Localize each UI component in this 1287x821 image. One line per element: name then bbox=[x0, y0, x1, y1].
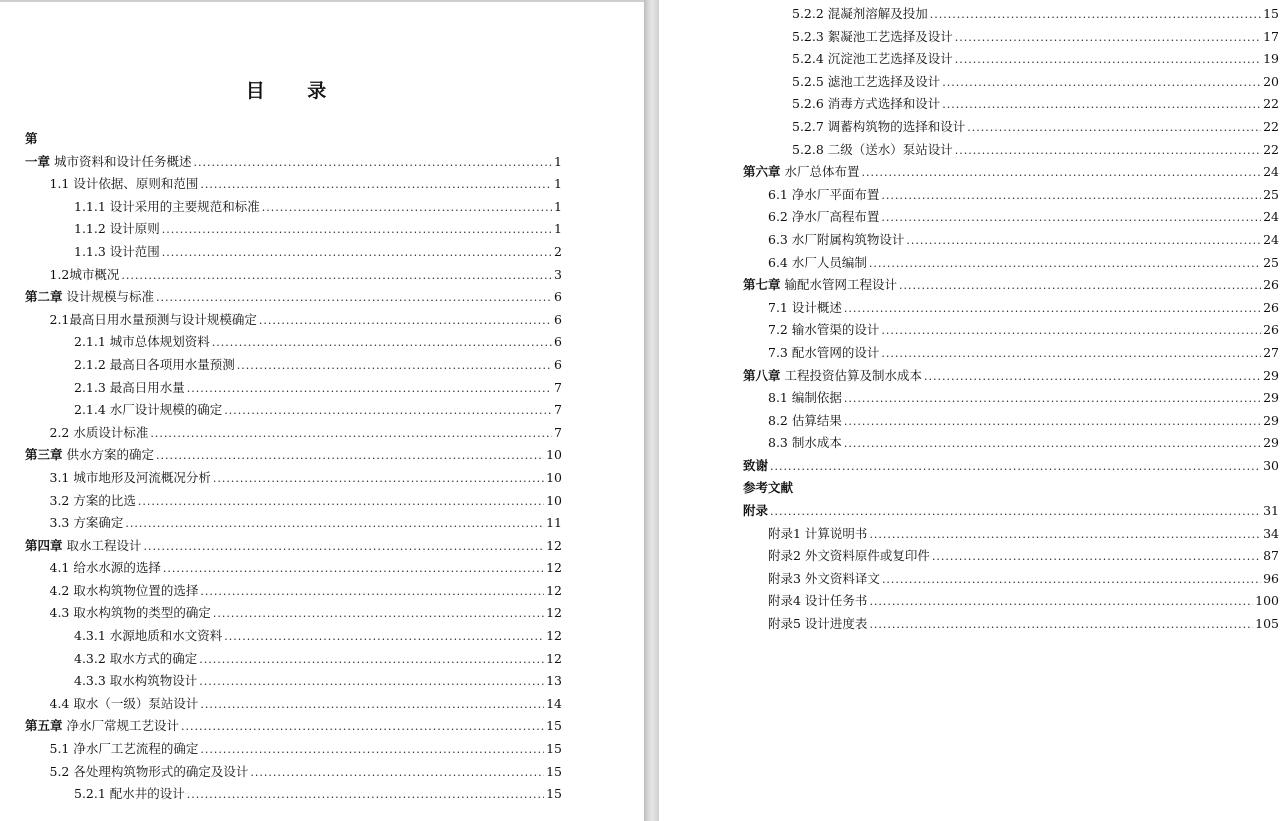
toc-page-number: 19 bbox=[1263, 51, 1279, 67]
page-gutter-scrollbar[interactable] bbox=[644, 0, 659, 821]
toc-page-number: 26 bbox=[1263, 299, 1279, 315]
toc-entry-label: 3.3 方案确定 bbox=[49, 515, 124, 531]
toc-entry[interactable] bbox=[659, 410, 1287, 433]
toc-page-number: 24 bbox=[1263, 231, 1279, 247]
toc-entry[interactable] bbox=[659, 252, 1287, 275]
toc-page-number: 6 bbox=[554, 334, 562, 350]
toc-entry-label: 5.2.3 絮凝池工艺选择及设计 bbox=[792, 28, 953, 44]
toc-page-number: 11 bbox=[546, 515, 562, 531]
toc-page-number: 15 bbox=[546, 718, 562, 734]
toc-dot-leader bbox=[150, 423, 552, 446]
toc-dot-leader bbox=[862, 162, 1262, 185]
toc-entry-label: 4.4 取水（一级）泵站设计 bbox=[49, 695, 199, 711]
toc-dot-leader bbox=[844, 411, 1261, 434]
toc-entry-label: 1.1.3 设计范围 bbox=[74, 243, 160, 259]
toc-page-number: 15 bbox=[546, 763, 562, 779]
toc-dot-leader bbox=[262, 197, 552, 220]
toc-entry[interactable] bbox=[0, 128, 644, 151]
toc-dot-leader bbox=[237, 355, 552, 378]
toc-dot-leader bbox=[967, 117, 1261, 140]
toc-dot-leader bbox=[200, 694, 544, 717]
toc-entry[interactable] bbox=[659, 568, 1287, 591]
toc-page-number: 29 bbox=[1263, 390, 1279, 406]
toc-page-number: 6 bbox=[554, 289, 562, 305]
toc-dot-leader bbox=[181, 716, 544, 739]
toc-entry-label: 4.3.1 水源地质和水文资料 bbox=[74, 628, 223, 644]
toc-dot-leader bbox=[770, 456, 1261, 479]
toc-entry[interactable] bbox=[659, 71, 1287, 94]
toc-page-number: 25 bbox=[1263, 254, 1279, 270]
toc-dot-leader bbox=[187, 378, 552, 401]
toc-entry[interactable] bbox=[0, 173, 644, 196]
toc-dot-leader bbox=[955, 49, 1261, 72]
toc-entry[interactable] bbox=[0, 331, 644, 354]
toc-dot-leader bbox=[869, 591, 1253, 614]
toc-entry[interactable] bbox=[0, 399, 644, 422]
toc-entry[interactable] bbox=[659, 274, 1287, 297]
toc-page-number: 31 bbox=[1263, 503, 1279, 519]
toc-entry-label: 8.3 制水成本 bbox=[768, 435, 842, 451]
toc-entry-label: 2.1.2 最高日各项用水量预测 bbox=[74, 356, 235, 372]
toc-entry-label: 第八章 工程投资估算及制水成本 bbox=[743, 367, 922, 383]
toc-entry-label: 6.2 净水厂高程布置 bbox=[768, 209, 880, 225]
toc-page-number: 7 bbox=[554, 424, 562, 440]
toc-page-number: 27 bbox=[1263, 344, 1279, 360]
toc-entry-label: 1.1.2 设计原则 bbox=[74, 221, 160, 237]
toc-entry-label: 第三章 供水方案的确定 bbox=[25, 447, 154, 463]
toc-page-number: 10 bbox=[546, 447, 562, 463]
toc-entry[interactable] bbox=[0, 580, 644, 603]
toc-entry[interactable] bbox=[0, 512, 644, 535]
toc-page-number: 22 bbox=[1263, 118, 1279, 134]
toc-page-number: 22 bbox=[1263, 141, 1279, 157]
toc-entry[interactable] bbox=[659, 3, 1287, 26]
toc-entry[interactable] bbox=[0, 286, 644, 309]
toc-entry-label: 5.1 净水厂工艺流程的确定 bbox=[49, 741, 199, 757]
toc-dot-leader bbox=[942, 94, 1261, 117]
toc-page-number: 12 bbox=[546, 628, 562, 644]
toc-entry-label: 1.1 设计依据、原则和范围 bbox=[49, 176, 199, 192]
toc-entry[interactable] bbox=[659, 93, 1287, 116]
toc-entry-label: 第二章 设计规模与标准 bbox=[25, 289, 154, 305]
toc-page-number: 10 bbox=[546, 469, 562, 485]
toc-dot-leader bbox=[844, 388, 1261, 411]
toc-dot-leader bbox=[200, 739, 544, 762]
toc-entry-label: 4.1 给水水源的选择 bbox=[49, 560, 161, 576]
toc-entry-label: 第四章 取水工程设计 bbox=[25, 537, 142, 553]
toc-entry-label: 3.1 城市地形及河流概况分析 bbox=[49, 469, 211, 485]
toc-entry[interactable] bbox=[659, 116, 1287, 139]
toc-page-number: 96 bbox=[1263, 570, 1279, 586]
toc-page-number: 1 bbox=[554, 176, 562, 192]
toc-entry[interactable] bbox=[659, 48, 1287, 71]
toc-dot-leader bbox=[194, 152, 553, 175]
toc-entry-label: 5.2.1 配水井的设计 bbox=[74, 786, 185, 802]
toc-entry[interactable] bbox=[659, 523, 1287, 546]
toc-entry[interactable] bbox=[659, 184, 1287, 207]
toc-entry-label: 7.2 输水管渠的设计 bbox=[768, 322, 880, 338]
toc-entry[interactable] bbox=[0, 602, 644, 625]
toc-dot-leader bbox=[881, 320, 1261, 343]
toc-entry-label: 附录2 外文资料原件或复印件 bbox=[768, 548, 930, 564]
toc-page-number: 10 bbox=[546, 492, 562, 508]
toc-dot-leader bbox=[125, 513, 544, 536]
toc-page-number: 29 bbox=[1263, 435, 1279, 451]
toc-page-number: 7 bbox=[554, 402, 562, 418]
toc-entry[interactable] bbox=[659, 206, 1287, 229]
toc-dot-leader bbox=[213, 468, 544, 491]
toc-entry[interactable] bbox=[0, 783, 644, 806]
toc-page-number: 7 bbox=[554, 379, 562, 395]
page-top-border bbox=[0, 0, 644, 2]
toc-entry-label: 5.2.8 二级（送水）泵站设计 bbox=[792, 141, 953, 157]
toc-entry[interactable] bbox=[659, 432, 1287, 455]
toc-entry-label: 5.2.6 消毒方式选择和设计 bbox=[792, 96, 941, 112]
toc-page-number: 13 bbox=[546, 673, 562, 689]
toc-entry[interactable] bbox=[0, 377, 644, 400]
toc-dot-leader bbox=[844, 433, 1261, 456]
toc-entry[interactable] bbox=[659, 590, 1287, 613]
toc-dot-leader bbox=[882, 569, 1261, 592]
toc-entry-label: 参考文献 bbox=[743, 480, 794, 496]
toc-page-number: 12 bbox=[546, 560, 562, 576]
toc-entry-label: 4.3 取水构筑物的类型的确定 bbox=[49, 605, 211, 621]
toc-entry[interactable] bbox=[659, 161, 1287, 184]
toc-page-number: 14 bbox=[546, 695, 562, 711]
toc-dot-leader bbox=[200, 581, 544, 604]
toc-entry-label: 第七章 输配水管网工程设计 bbox=[743, 277, 897, 293]
toc-page-number: 26 bbox=[1263, 322, 1279, 338]
toc-page-number: 29 bbox=[1263, 412, 1279, 428]
toc-page-number: 6 bbox=[554, 356, 562, 372]
toc-entry[interactable] bbox=[0, 715, 644, 738]
toc-list-right bbox=[659, 3, 1287, 636]
toc-entry-label: 5.2 各处理构筑物形式的确定及设计 bbox=[49, 763, 249, 779]
toc-entry-label: 第六章 水厂总体布置 bbox=[743, 164, 860, 180]
toc-entry[interactable] bbox=[659, 319, 1287, 342]
toc-page-number: 15 bbox=[546, 741, 562, 757]
toc-dot-leader bbox=[224, 400, 552, 423]
toc-page-number: 15 bbox=[1263, 6, 1279, 21]
toc-entry[interactable] bbox=[659, 229, 1287, 252]
toc-entry[interactable] bbox=[0, 738, 644, 761]
toc-entry[interactable] bbox=[0, 535, 644, 558]
toc-page-number: 15 bbox=[546, 786, 562, 802]
toc-entry-label: 6.3 水厂附属构筑物设计 bbox=[768, 231, 905, 247]
toc-dot-leader bbox=[156, 287, 552, 310]
toc-dot-leader bbox=[199, 671, 544, 694]
toc-page-number: 1 bbox=[554, 198, 562, 214]
toc-entry-label: 5.2.4 沉淀池工艺选择及设计 bbox=[792, 51, 953, 67]
toc-entry-label: 附录 bbox=[743, 503, 769, 519]
toc-entry[interactable] bbox=[0, 693, 644, 716]
toc-dot-leader bbox=[162, 219, 552, 242]
toc-dot-leader bbox=[163, 558, 544, 581]
toc-page-number: 24 bbox=[1263, 209, 1279, 225]
toc-entry-label: 致谢 bbox=[743, 457, 769, 473]
toc-entry-label: 1.1.1 设计采用的主要规范和标准 bbox=[74, 198, 260, 214]
toc-entry[interactable] bbox=[0, 218, 644, 241]
toc-dot-leader bbox=[881, 343, 1261, 366]
toc-entry[interactable] bbox=[0, 670, 644, 693]
toc-entry-label: 8.2 估算结果 bbox=[768, 412, 842, 428]
toc-dot-leader bbox=[144, 536, 545, 559]
toc-page-number: 12 bbox=[546, 537, 562, 553]
toc-page-number: 105 bbox=[1255, 616, 1279, 632]
toc-entry-label: 2.1最高日用水量预测与设计规模确定 bbox=[49, 311, 257, 327]
toc-dot-leader bbox=[881, 207, 1261, 230]
toc-page-number: 26 bbox=[1263, 277, 1279, 293]
toc-dot-leader bbox=[930, 4, 1261, 27]
toc-dot-leader bbox=[259, 310, 552, 333]
toc-entry-label: 4.3.3 取水构筑物设计 bbox=[74, 673, 198, 689]
toc-entry-label: 一章 城市资料和设计任务概述 bbox=[25, 153, 192, 169]
toc-page-number: 12 bbox=[546, 650, 562, 666]
toc-entry[interactable] bbox=[0, 625, 644, 648]
toc-page-number: 34 bbox=[1263, 525, 1279, 541]
toc-entry-label: 2.1.1 城市总体规划资料 bbox=[74, 334, 210, 350]
toc-entry[interactable] bbox=[659, 455, 1287, 478]
toc-entry[interactable] bbox=[0, 467, 644, 490]
toc-entry-label: 1.2城市概况 bbox=[49, 266, 120, 282]
toc-title: 目 录 bbox=[245, 80, 345, 102]
toc-dot-leader bbox=[138, 491, 544, 514]
toc-entry[interactable] bbox=[0, 196, 644, 219]
toc-dot-leader bbox=[162, 242, 552, 265]
toc-entry-label: 3.2 方案的比选 bbox=[49, 492, 136, 508]
toc-dot-leader bbox=[942, 72, 1261, 95]
toc-page-number: 12 bbox=[546, 605, 562, 621]
toc-dot-leader bbox=[770, 501, 1261, 524]
toc-page-number: 87 bbox=[1263, 548, 1279, 564]
toc-dot-leader bbox=[250, 762, 544, 785]
toc-entry[interactable] bbox=[659, 139, 1287, 162]
toc-dot-leader bbox=[899, 275, 1261, 298]
toc-list-left bbox=[0, 128, 644, 806]
toc-entry[interactable] bbox=[659, 613, 1287, 636]
toc-entry[interactable] bbox=[659, 26, 1287, 49]
toc-page-number: 20 bbox=[1263, 73, 1279, 89]
toc-dot-leader bbox=[200, 174, 552, 197]
toc-page-number: 6 bbox=[554, 311, 562, 327]
toc-page-number: 3 bbox=[554, 266, 562, 282]
toc-entry-label: 附录5 设计进度表 bbox=[768, 616, 868, 632]
toc-entry-label: 第五章 净水厂常规工艺设计 bbox=[25, 718, 179, 734]
toc-dot-leader bbox=[869, 524, 1261, 547]
toc-dot-leader bbox=[955, 27, 1261, 50]
toc-entry-label: 6.4 水厂人员编制 bbox=[768, 254, 867, 270]
toc-entry-label: 2.1.3 最高日用水量 bbox=[74, 379, 185, 395]
toc-dot-leader bbox=[906, 230, 1261, 253]
toc-page-number: 17 bbox=[1263, 28, 1279, 44]
toc-dot-leader bbox=[881, 185, 1261, 208]
toc-entry[interactable] bbox=[659, 297, 1287, 320]
toc-page-number: 30 bbox=[1263, 457, 1279, 473]
toc-entry-label: 5.2.2 混凝剂溶解及投加 bbox=[792, 6, 928, 21]
toc-page-number: 100 bbox=[1255, 593, 1279, 609]
toc-entry[interactable] bbox=[659, 500, 1287, 523]
toc-dot-leader bbox=[844, 298, 1261, 321]
document-page-right bbox=[659, 0, 1287, 821]
toc-entry-label: 附录3 外文资料译文 bbox=[768, 570, 880, 586]
toc-entry-label: 5.2.5 滤池工艺选择及设计 bbox=[792, 73, 941, 89]
toc-entry-label: 7.3 配水管网的设计 bbox=[768, 344, 880, 360]
toc-entry-label: 5.2.7 调蓄构筑物的选择和设计 bbox=[792, 118, 966, 134]
toc-page-number: 1 bbox=[554, 221, 562, 237]
toc-page-number: 2 bbox=[554, 243, 562, 259]
toc-dot-leader bbox=[224, 626, 544, 649]
toc-entry-label: 4.3.2 取水方式的确定 bbox=[74, 650, 198, 666]
toc-entry-label: 4.2 取水构筑物位置的选择 bbox=[49, 582, 199, 598]
toc-dot-leader bbox=[869, 253, 1261, 276]
toc-page-number: 22 bbox=[1263, 96, 1279, 112]
toc-entry[interactable] bbox=[659, 387, 1287, 410]
toc-dot-leader bbox=[187, 784, 544, 807]
toc-dot-leader bbox=[213, 603, 544, 626]
toc-entry[interactable] bbox=[0, 761, 644, 784]
toc-entry-label: 2.2 水质设计标准 bbox=[49, 424, 149, 440]
toc-entry-label: 附录4 设计任务书 bbox=[768, 593, 868, 609]
toc-entry[interactable] bbox=[0, 444, 644, 467]
toc-entry[interactable] bbox=[0, 151, 644, 174]
toc-entry-label: 附录1 计算说明书 bbox=[768, 525, 868, 541]
toc-entry-label: 8.1 编制依据 bbox=[768, 390, 842, 406]
toc-page-number: 24 bbox=[1263, 164, 1279, 180]
toc-dot-leader bbox=[955, 140, 1261, 163]
toc-page-number: 12 bbox=[546, 582, 562, 598]
toc-entry[interactable] bbox=[659, 365, 1287, 388]
toc-entry[interactable] bbox=[0, 557, 644, 580]
toc-entry[interactable] bbox=[0, 309, 644, 332]
toc-dot-leader bbox=[924, 366, 1261, 389]
toc-entry-label: 7.1 设计概述 bbox=[768, 299, 842, 315]
toc-entry-label: 第 bbox=[25, 131, 38, 146]
toc-entry[interactable] bbox=[0, 264, 644, 287]
toc-dot-leader bbox=[156, 445, 544, 468]
toc-entry[interactable] bbox=[659, 342, 1287, 365]
toc-page-number: 29 bbox=[1263, 367, 1279, 383]
toc-dot-leader bbox=[869, 614, 1253, 637]
toc-entry-label: 6.1 净水厂平面布置 bbox=[768, 186, 880, 202]
toc-entry[interactable] bbox=[0, 648, 644, 671]
toc-entry[interactable] bbox=[659, 545, 1287, 568]
toc-dot-leader bbox=[932, 546, 1261, 569]
toc-entry[interactable] bbox=[0, 490, 644, 513]
toc-entry[interactable] bbox=[0, 241, 644, 264]
toc-entry-label: 2.1.4 水厂设计规模的确定 bbox=[74, 402, 223, 418]
toc-dot-leader bbox=[199, 649, 544, 672]
toc-dot-leader bbox=[121, 265, 552, 288]
toc-entry[interactable] bbox=[659, 477, 1287, 500]
toc-entry[interactable] bbox=[0, 422, 644, 445]
toc-dot-leader bbox=[212, 332, 552, 355]
toc-entry[interactable] bbox=[0, 354, 644, 377]
toc-page-number: 1 bbox=[554, 153, 562, 169]
toc-page-number: 25 bbox=[1263, 186, 1279, 202]
